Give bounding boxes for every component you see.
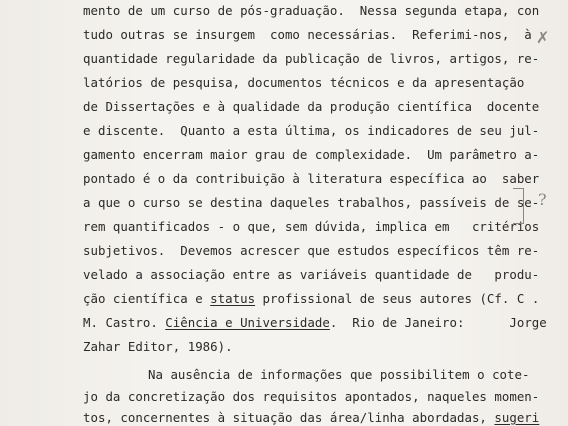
- text-line-6: e discente. Quanto a esta última, os indicadores de seu jul-: [83, 123, 540, 138]
- text-line-13: [83, 292, 539, 306]
- text-line-1: mento de um curso de pós-graduação. Nessa segunda etapa, con: [83, 3, 540, 18]
- text-line-7: gamento encerram maior grau de complexidade. Um parâmetro a-: [83, 147, 540, 162]
- underlined-book-title: Ciência e Universidade: [165, 315, 330, 330]
- text-line-16: Na ausência de informações que possibilitem o cote-: [148, 367, 530, 382]
- text-line-14-start: M. Castro.: [83, 315, 166, 330]
- text-line-18-start: tos, concernentes à situação das área/linha abordadas,: [83, 410, 495, 425]
- text-line-15: Zahar Editor, 1986).: [83, 339, 233, 354]
- text-line-2: tudo outras se insurgem como necessárias. Referimi-nos, à: [83, 27, 532, 42]
- margin-bracket: [513, 188, 524, 224]
- text-line-11: subjetivos. Devemos acrescer que estudos específicos têm re-: [83, 243, 540, 258]
- underlined-term-status: status: [210, 291, 256, 306]
- text-line-10: rem quantificados - o que, sem dúvida, implica em critérios: [83, 219, 540, 234]
- text-line-5: de Dissertações e à qualidade da produção científica docente: [83, 99, 540, 114]
- text-line-17: jo da concretização dos requisitos apontados, naqueles momen-: [83, 389, 540, 404]
- text-line-13-end: profissional de seus autores (Cf. C .: [255, 291, 540, 306]
- text-line-4: latórios de pesquisa, documentos técnicos e da apresentação: [83, 75, 525, 90]
- margin-question-mark: ?: [538, 190, 547, 209]
- text-line-3: quantidade regularidade da publicação de livros, artigos, re-: [83, 51, 540, 66]
- text-line-9: a que o curso se destina daqueles trabalhos, passíveis de se-: [83, 195, 540, 210]
- margin-check-mark: ✗: [536, 28, 550, 47]
- text-line-14: [83, 316, 547, 330]
- text-line-13-start: ção científica e: [83, 291, 211, 306]
- text-line-12: velado a associação entre as variáveis quantidade de produ-: [83, 267, 540, 282]
- underlined-word-sugeri: sugeri: [494, 410, 540, 425]
- text-line-8: pontado é o da contribuição à literatura específica ao saber: [83, 171, 540, 186]
- text-line-18: [83, 411, 539, 425]
- text-line-14-end: . Rio de Janeiro: Jorge: [329, 315, 547, 330]
